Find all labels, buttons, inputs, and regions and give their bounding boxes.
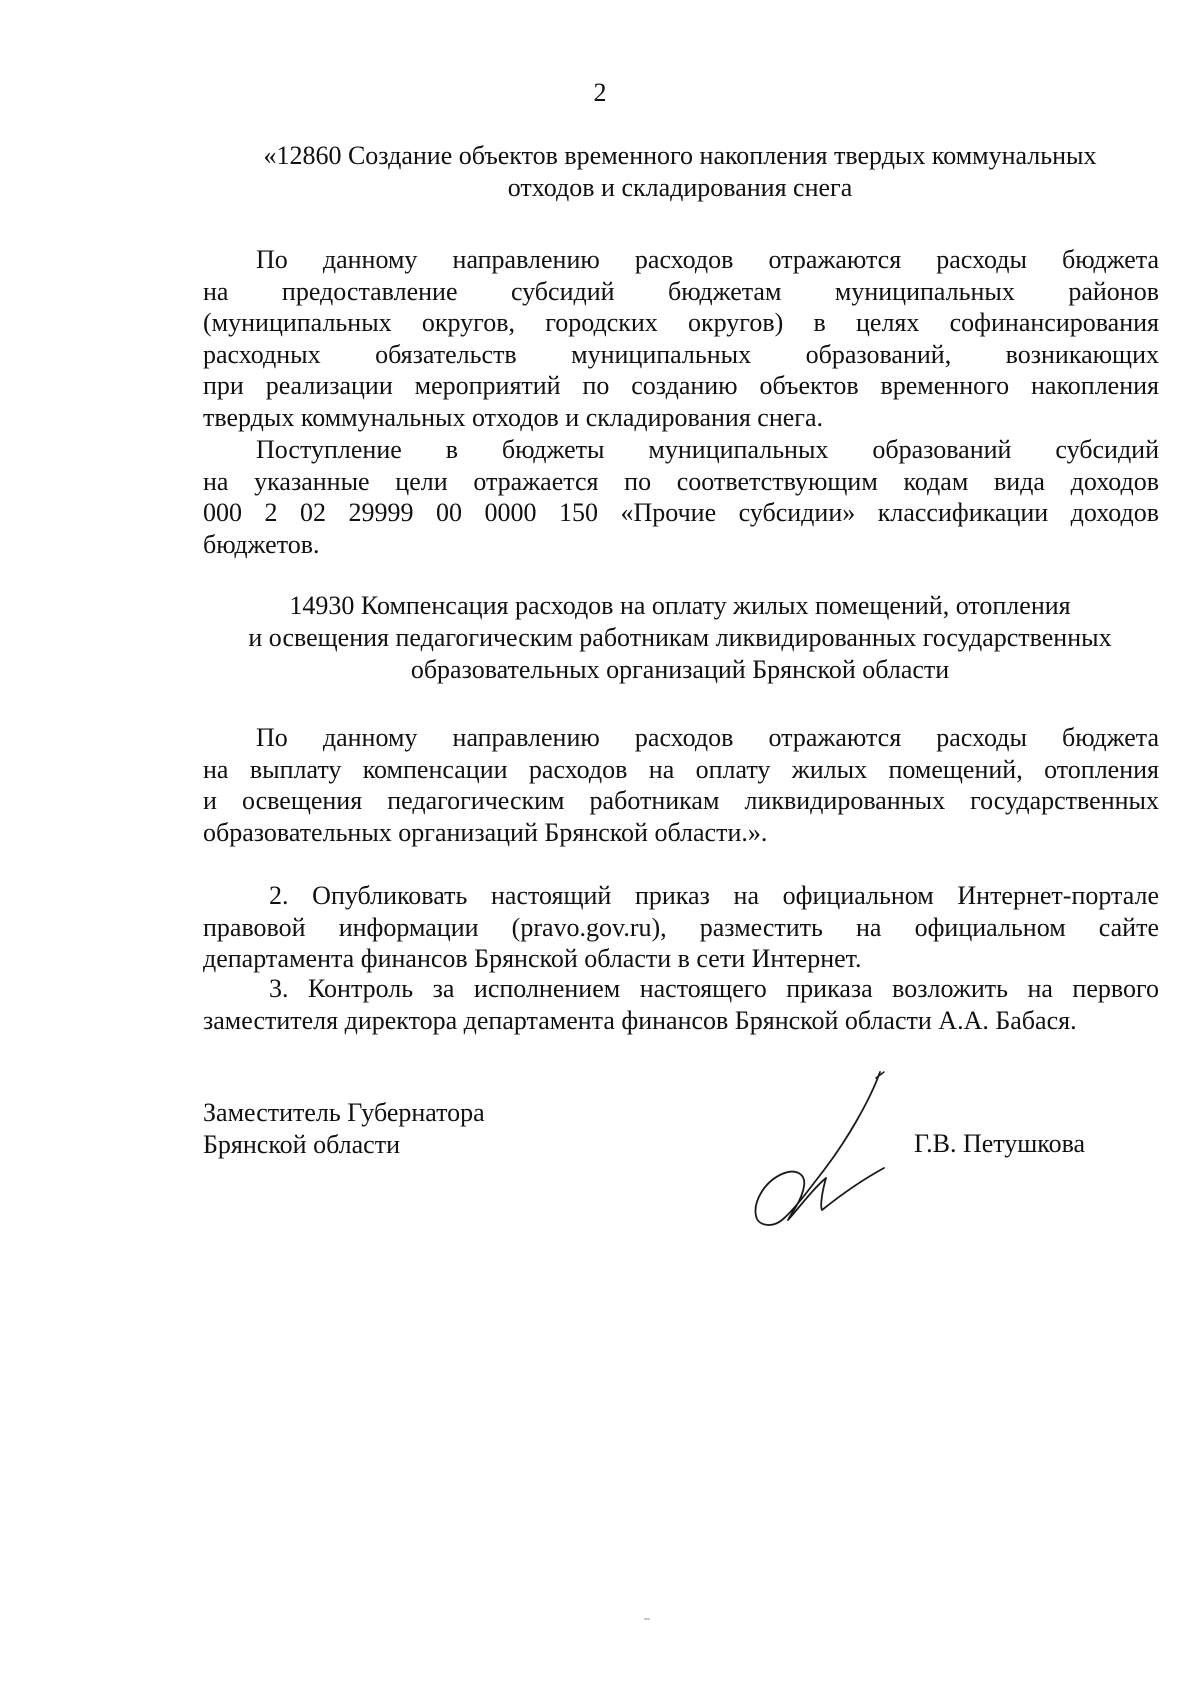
text-line: на указанные цели отражается по соответствующим кодам вида доходов	[203, 466, 1159, 496]
order-item-2	[203, 880, 1159, 975]
handwritten-signature	[752, 1070, 922, 1230]
text-line: бюджетов.	[203, 529, 320, 559]
paragraph-12860-description	[203, 244, 1159, 434]
section-heading-14930	[200, 590, 1160, 686]
signatory-position	[203, 1097, 485, 1161]
heading-line: отходов и складирования снега	[507, 173, 853, 202]
text-line: По данному направлению расходов отражаются расходы бюджета	[256, 723, 1159, 752]
text-line: 3. Контроль за исполнением настоящего приказа возложить на первого	[269, 974, 1159, 1003]
text-line: заместителя директора департамента финансов Брянской области А.А. Бабася.	[203, 1005, 1077, 1035]
text-line: правовой информации (pravo.gov.ru), разместить на официальном сайте	[203, 912, 1159, 942]
signatory-name: Г.В. Петушкова	[914, 1129, 1086, 1158]
order-item-3	[203, 973, 1159, 1036]
text-line: образовательных организаций Брянской области.».	[203, 817, 768, 847]
position-line: Заместитель Губернатора	[203, 1098, 485, 1127]
paragraph-12860-income	[203, 434, 1159, 560]
text-line: Поступление в бюджеты муниципальных образований субсидий	[256, 435, 1159, 464]
text-line: департамента финансов Брянской области в сети Интернет.	[203, 944, 862, 974]
text-line: (муниципальных округов, городских округов) в целях софинансирования	[203, 308, 1159, 338]
heading-line: 14930 Компенсация расходов на оплату жилых помещений, отопления	[289, 591, 1071, 620]
heading-line: образовательных организаций Брянской области	[410, 655, 950, 684]
text-line: и освещения педагогическим работникам ликвидированных государственных	[203, 786, 1159, 816]
text-line: на предоставление субсидий бюджетам муниципальных районов	[203, 276, 1159, 306]
heading-line: «12860 Создание объектов временного накопления твердых коммунальных	[263, 141, 1097, 170]
text-line: 2. Опубликовать настоящий приказ на официальном Интернет-портале	[269, 881, 1159, 910]
text-line: расходных обязательств муниципальных образований, возникающих	[203, 339, 1159, 369]
text-line: при реализации мероприятий по созданию объектов временного накопления	[203, 371, 1159, 401]
page-number: 2	[593, 78, 607, 107]
paragraph-14930-description	[203, 722, 1159, 848]
text-line: По данному направлению расходов отражаются расходы бюджета	[256, 245, 1159, 274]
text-line: твердых коммунальных отходов и складирования снега.	[203, 402, 823, 432]
text-line: 000 2 02 29999 00 0000 150 «Прочие субсидии» классификации доходов	[203, 498, 1159, 528]
position-line: Брянской области	[203, 1130, 400, 1159]
heading-line: и освещения педагогическим работникам ликвидированных государственных	[248, 623, 1112, 652]
scan-artifact	[644, 1618, 650, 1620]
text-line: на выплату компенсации расходов на оплату жилых помещений, отопления	[203, 754, 1159, 784]
section-heading-12860	[200, 140, 1160, 204]
